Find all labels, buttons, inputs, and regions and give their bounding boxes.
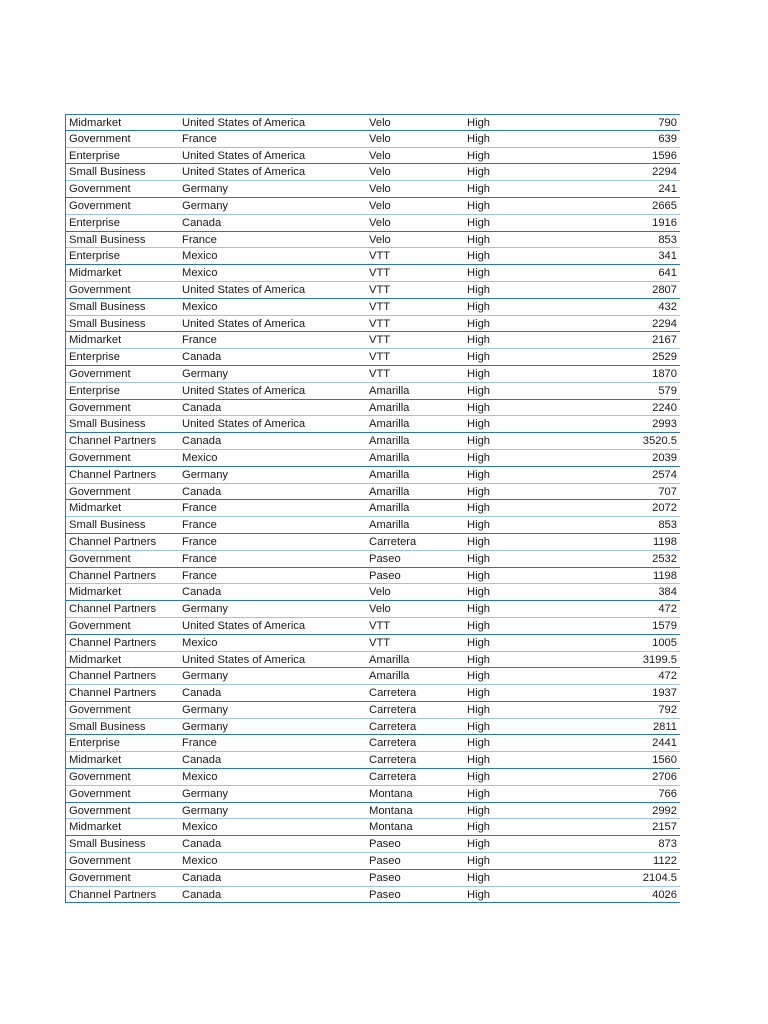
units-cell: 4026 bbox=[652, 888, 677, 901]
segment-cell: Government bbox=[69, 283, 131, 296]
country-cell: United States of America bbox=[182, 117, 306, 129]
discount-band-cell: High bbox=[467, 149, 491, 162]
product-cell: Velo bbox=[369, 586, 391, 599]
discount-band-cell: High bbox=[467, 216, 491, 229]
table-row bbox=[66, 618, 680, 635]
segment-cell: Government bbox=[69, 199, 131, 212]
segment-cell: Channel Partners bbox=[69, 670, 157, 683]
units-cell: 1870 bbox=[652, 367, 677, 380]
country-cell: United States of America bbox=[182, 149, 306, 162]
table-row bbox=[66, 584, 680, 601]
product-cell: Velo bbox=[369, 199, 391, 212]
country-cell: Canada bbox=[182, 435, 222, 448]
product-cell: VTT bbox=[369, 283, 391, 296]
segment-cell: Midmarket bbox=[69, 117, 122, 129]
country-cell: United States of America bbox=[182, 166, 306, 179]
segment-cell: Channel Partners bbox=[69, 687, 157, 700]
product-cell: Paseo bbox=[369, 552, 401, 565]
discount-band-cell: High bbox=[467, 317, 491, 330]
segment-cell: Government bbox=[69, 703, 131, 716]
units-cell: 707 bbox=[658, 485, 677, 498]
table-row bbox=[66, 383, 680, 400]
product-cell: Carretera bbox=[369, 737, 417, 750]
units-cell: 472 bbox=[658, 603, 677, 616]
discount-band-cell: High bbox=[467, 787, 491, 800]
discount-band-cell: High bbox=[467, 199, 491, 212]
product-cell: VTT bbox=[369, 317, 391, 330]
country-cell: Canada bbox=[182, 687, 222, 700]
country-cell: Germany bbox=[182, 199, 229, 212]
discount-band-cell: High bbox=[467, 569, 491, 582]
country-cell: France bbox=[182, 502, 217, 515]
segment-cell: Enterprise bbox=[69, 250, 120, 263]
country-cell: Canada bbox=[182, 351, 222, 364]
product-cell: Amarilla bbox=[369, 451, 410, 464]
table-row bbox=[66, 668, 680, 685]
segment-cell: Enterprise bbox=[69, 149, 120, 162]
segment-cell: Enterprise bbox=[69, 384, 120, 397]
units-cell: 2240 bbox=[652, 401, 677, 414]
product-cell: Carretera bbox=[369, 771, 417, 784]
units-cell: 2811 bbox=[652, 720, 677, 733]
country-cell: United States of America bbox=[182, 653, 306, 666]
country-cell: France bbox=[182, 334, 217, 347]
country-cell: France bbox=[182, 569, 217, 582]
country-cell: Germany bbox=[182, 670, 229, 683]
table-row bbox=[66, 400, 680, 417]
discount-band-cell: High bbox=[467, 300, 491, 313]
units-cell: 2167 bbox=[652, 334, 677, 347]
table-row bbox=[66, 635, 680, 652]
table-row bbox=[66, 853, 680, 870]
product-cell: Paseo bbox=[369, 838, 401, 851]
table-row bbox=[66, 366, 680, 383]
product-cell: Amarilla bbox=[369, 519, 410, 532]
discount-band-cell: High bbox=[467, 451, 491, 464]
segment-cell: Government bbox=[69, 855, 131, 868]
table-row bbox=[66, 652, 680, 669]
country-cell: United States of America bbox=[182, 317, 306, 330]
product-cell: Carretera bbox=[369, 720, 417, 733]
table-row bbox=[66, 551, 680, 568]
country-cell: Mexico bbox=[182, 267, 218, 280]
discount-band-cell: High bbox=[467, 334, 491, 347]
product-cell: Montana bbox=[369, 787, 413, 800]
discount-band-cell: High bbox=[467, 821, 491, 834]
product-cell: Velo bbox=[369, 233, 391, 246]
segment-cell: Midmarket bbox=[69, 267, 122, 280]
discount-band-cell: High bbox=[467, 132, 491, 145]
product-cell: Paseo bbox=[369, 855, 401, 868]
discount-band-cell: High bbox=[467, 670, 491, 683]
table-row bbox=[66, 164, 680, 181]
table-row bbox=[66, 248, 680, 265]
discount-band-cell: High bbox=[467, 720, 491, 733]
units-cell: 2441 bbox=[652, 737, 677, 750]
country-cell: France bbox=[182, 737, 217, 750]
segment-cell: Channel Partners bbox=[69, 603, 157, 616]
units-cell: 2294 bbox=[652, 166, 677, 179]
product-cell: Amarilla bbox=[369, 384, 410, 397]
product-cell: Carretera bbox=[369, 687, 417, 700]
table-row bbox=[66, 299, 680, 316]
units-cell: 472 bbox=[658, 670, 677, 683]
units-cell: 2574 bbox=[652, 468, 677, 481]
discount-band-cell: High bbox=[467, 687, 491, 700]
country-cell: Mexico bbox=[182, 451, 218, 464]
table-row bbox=[66, 752, 680, 769]
discount-band-cell: High bbox=[467, 586, 491, 599]
discount-band-cell: High bbox=[467, 888, 491, 901]
units-cell: 1579 bbox=[652, 619, 677, 632]
discount-band-cell: High bbox=[467, 485, 491, 498]
table-row bbox=[66, 349, 680, 366]
country-cell: United States of America bbox=[182, 619, 306, 632]
segment-cell: Government bbox=[69, 401, 131, 414]
country-cell: Germany bbox=[182, 804, 229, 817]
table-row bbox=[66, 232, 680, 249]
discount-band-cell: High bbox=[467, 855, 491, 868]
units-cell: 873 bbox=[658, 838, 677, 851]
discount-band-cell: High bbox=[467, 166, 491, 179]
discount-band-cell: High bbox=[467, 283, 491, 296]
product-cell: VTT bbox=[369, 267, 391, 280]
units-cell: 790 bbox=[658, 117, 677, 129]
units-cell: 3520.5 bbox=[642, 435, 677, 448]
country-cell: Canada bbox=[182, 401, 222, 414]
product-cell: Velo bbox=[369, 117, 391, 129]
product-cell: Amarilla bbox=[369, 485, 410, 498]
segment-cell: Government bbox=[69, 871, 131, 884]
segment-cell: Midmarket bbox=[69, 653, 122, 666]
country-cell: Canada bbox=[182, 485, 222, 498]
country-cell: France bbox=[182, 519, 217, 532]
product-cell: Amarilla bbox=[369, 653, 410, 666]
country-cell: Germany bbox=[182, 787, 229, 800]
discount-band-cell: High bbox=[467, 267, 491, 280]
table-row bbox=[66, 433, 680, 450]
table-row bbox=[66, 836, 680, 853]
country-cell: Germany bbox=[182, 468, 229, 481]
data-table bbox=[65, 114, 680, 903]
units-cell: 1937 bbox=[652, 687, 677, 700]
product-cell: Velo bbox=[369, 149, 391, 162]
discount-band-cell: High bbox=[467, 233, 491, 246]
table-row bbox=[66, 148, 680, 165]
discount-band-cell: High bbox=[467, 418, 491, 431]
discount-band-cell: High bbox=[467, 871, 491, 884]
table-row bbox=[66, 114, 680, 131]
segment-cell: Government bbox=[69, 771, 131, 784]
discount-band-cell: High bbox=[467, 804, 491, 817]
segment-cell: Small Business bbox=[69, 418, 146, 431]
country-cell: Germany bbox=[182, 703, 229, 716]
country-cell: Germany bbox=[182, 720, 229, 733]
product-cell: Paseo bbox=[369, 569, 401, 582]
table-row bbox=[66, 198, 680, 215]
table-row bbox=[66, 500, 680, 517]
units-cell: 1198 bbox=[652, 535, 677, 548]
units-cell: 1122 bbox=[652, 855, 677, 868]
product-cell: Amarilla bbox=[369, 502, 410, 515]
units-cell: 579 bbox=[658, 384, 677, 397]
segment-cell: Midmarket bbox=[69, 754, 122, 767]
discount-band-cell: High bbox=[467, 754, 491, 767]
product-cell: VTT bbox=[369, 636, 391, 649]
product-cell: VTT bbox=[369, 300, 391, 313]
units-cell: 2104.5 bbox=[642, 871, 677, 884]
discount-band-cell: High bbox=[467, 435, 491, 448]
table-row bbox=[66, 467, 680, 484]
discount-band-cell: High bbox=[467, 351, 491, 364]
country-cell: United States of America bbox=[182, 283, 306, 296]
table-row bbox=[66, 332, 680, 349]
product-cell: VTT bbox=[369, 619, 391, 632]
table-row bbox=[66, 803, 680, 820]
units-cell: 1596 bbox=[652, 149, 677, 162]
country-cell: France bbox=[182, 233, 217, 246]
segment-cell: Enterprise bbox=[69, 216, 120, 229]
discount-band-cell: High bbox=[467, 468, 491, 481]
table-row bbox=[66, 416, 680, 433]
product-cell: Velo bbox=[369, 183, 391, 196]
segment-cell: Small Business bbox=[69, 300, 146, 313]
table-row bbox=[66, 265, 680, 282]
segment-cell: Government bbox=[69, 451, 131, 464]
table-row bbox=[66, 719, 680, 736]
segment-cell: Channel Partners bbox=[69, 569, 157, 582]
segment-cell: Channel Partners bbox=[69, 636, 157, 649]
product-cell: Paseo bbox=[369, 871, 401, 884]
product-cell: Velo bbox=[369, 166, 391, 179]
units-cell: 2072 bbox=[652, 502, 677, 515]
table-row bbox=[66, 601, 680, 618]
segment-cell: Small Business bbox=[69, 166, 146, 179]
units-cell: 766 bbox=[658, 787, 677, 800]
units-cell: 384 bbox=[658, 586, 677, 599]
segment-cell: Channel Partners bbox=[69, 535, 157, 548]
table-row bbox=[66, 316, 680, 333]
country-cell: Mexico bbox=[182, 300, 218, 313]
units-cell: 3199.5 bbox=[642, 653, 677, 666]
units-cell: 2157 bbox=[652, 821, 677, 834]
country-cell: Germany bbox=[182, 603, 229, 616]
units-cell: 792 bbox=[658, 703, 677, 716]
country-cell: Mexico bbox=[182, 821, 218, 834]
table-row bbox=[66, 702, 680, 719]
country-cell: France bbox=[182, 552, 217, 565]
table-row bbox=[66, 685, 680, 702]
discount-band-cell: High bbox=[467, 250, 491, 263]
discount-band-cell: High bbox=[467, 367, 491, 380]
country-cell: Mexico bbox=[182, 771, 218, 784]
segment-cell: Small Business bbox=[69, 519, 146, 532]
units-cell: 2039 bbox=[652, 451, 677, 464]
units-cell: 1198 bbox=[652, 569, 677, 582]
units-cell: 641 bbox=[658, 267, 677, 280]
table-row bbox=[66, 534, 680, 551]
country-cell: Mexico bbox=[182, 855, 218, 868]
units-cell: 2665 bbox=[652, 199, 677, 212]
country-cell: France bbox=[182, 132, 217, 145]
discount-band-cell: High bbox=[467, 401, 491, 414]
product-cell: Velo bbox=[369, 603, 391, 616]
product-cell: Amarilla bbox=[369, 670, 410, 683]
segment-cell: Government bbox=[69, 132, 131, 145]
table-row bbox=[66, 769, 680, 786]
discount-band-cell: High bbox=[467, 838, 491, 851]
segment-cell: Government bbox=[69, 619, 131, 632]
units-cell: 341 bbox=[658, 250, 677, 263]
product-cell: VTT bbox=[369, 334, 391, 347]
segment-cell: Government bbox=[69, 804, 131, 817]
segment-cell: Government bbox=[69, 183, 131, 196]
table-row bbox=[66, 282, 680, 299]
country-cell: Canada bbox=[182, 888, 222, 901]
units-cell: 853 bbox=[658, 233, 677, 246]
units-cell: 2294 bbox=[652, 317, 677, 330]
units-cell: 2807 bbox=[652, 283, 677, 296]
product-cell: VTT bbox=[369, 351, 391, 364]
product-cell: Carretera bbox=[369, 703, 417, 716]
units-cell: 241 bbox=[658, 183, 677, 196]
segment-cell: Midmarket bbox=[69, 502, 122, 515]
table-row bbox=[66, 450, 680, 467]
discount-band-cell: High bbox=[467, 535, 491, 548]
segment-cell: Midmarket bbox=[69, 821, 122, 834]
country-cell: Mexico bbox=[182, 636, 218, 649]
segment-cell: Channel Partners bbox=[69, 468, 157, 481]
discount-band-cell: High bbox=[467, 703, 491, 716]
segment-cell: Government bbox=[69, 367, 131, 380]
product-cell: Amarilla bbox=[369, 468, 410, 481]
table-row bbox=[66, 484, 680, 501]
segment-cell: Channel Partners bbox=[69, 435, 157, 448]
units-cell: 2706 bbox=[652, 771, 677, 784]
product-cell: Amarilla bbox=[369, 418, 410, 431]
country-cell: Canada bbox=[182, 754, 222, 767]
units-cell: 639 bbox=[658, 132, 677, 145]
units-cell: 2532 bbox=[652, 552, 677, 565]
table-row bbox=[66, 870, 680, 887]
segment-cell: Small Business bbox=[69, 838, 146, 851]
discount-band-cell: High bbox=[467, 771, 491, 784]
country-cell: Canada bbox=[182, 586, 222, 599]
units-cell: 1005 bbox=[652, 636, 677, 649]
discount-band-cell: High bbox=[467, 502, 491, 515]
product-cell: VTT bbox=[369, 367, 391, 380]
units-cell: 1916 bbox=[652, 216, 677, 229]
product-cell: Montana bbox=[369, 821, 413, 834]
table-row bbox=[66, 131, 680, 148]
product-cell: Carretera bbox=[369, 535, 417, 548]
country-cell: France bbox=[182, 535, 217, 548]
segment-cell: Midmarket bbox=[69, 586, 122, 599]
segment-cell: Small Business bbox=[69, 720, 146, 733]
table-row bbox=[66, 887, 680, 904]
product-cell: Paseo bbox=[369, 888, 401, 901]
table-row bbox=[66, 215, 680, 232]
country-cell: Germany bbox=[182, 367, 229, 380]
segment-cell: Government bbox=[69, 787, 131, 800]
product-cell: Velo bbox=[369, 132, 391, 145]
discount-band-cell: High bbox=[467, 603, 491, 616]
country-cell: United States of America bbox=[182, 418, 306, 431]
country-cell: Germany bbox=[182, 183, 229, 196]
product-cell: Amarilla bbox=[369, 435, 410, 448]
discount-band-cell: High bbox=[467, 519, 491, 532]
table-row bbox=[66, 786, 680, 803]
discount-band-cell: High bbox=[467, 636, 491, 649]
segment-cell: Enterprise bbox=[69, 737, 120, 750]
discount-band-cell: High bbox=[467, 619, 491, 632]
table-row bbox=[66, 819, 680, 836]
discount-band-cell: High bbox=[467, 653, 491, 666]
segment-cell: Enterprise bbox=[69, 351, 120, 364]
discount-band-cell: High bbox=[467, 552, 491, 565]
table-row bbox=[66, 181, 680, 198]
units-cell: 432 bbox=[658, 300, 677, 313]
product-cell: Amarilla bbox=[369, 401, 410, 414]
segment-cell: Midmarket bbox=[69, 334, 122, 347]
segment-cell: Government bbox=[69, 485, 131, 498]
table-row bbox=[66, 517, 680, 534]
country-cell: Canada bbox=[182, 216, 222, 229]
country-cell: Canada bbox=[182, 871, 222, 884]
discount-band-cell: High bbox=[467, 384, 491, 397]
country-cell: Canada bbox=[182, 838, 222, 851]
discount-band-cell: High bbox=[467, 737, 491, 750]
segment-cell: Small Business bbox=[69, 317, 146, 330]
country-cell: United States of America bbox=[182, 384, 306, 397]
country-cell: Mexico bbox=[182, 250, 218, 263]
units-cell: 2529 bbox=[652, 351, 677, 364]
discount-band-cell: High bbox=[467, 183, 491, 196]
segment-cell: Small Business bbox=[69, 233, 146, 246]
segment-cell: Channel Partners bbox=[69, 888, 157, 901]
product-cell: Montana bbox=[369, 804, 413, 817]
units-cell: 2992 bbox=[652, 804, 677, 817]
units-cell: 1560 bbox=[652, 754, 677, 767]
product-cell: Carretera bbox=[369, 754, 417, 767]
discount-band-cell: High bbox=[467, 117, 491, 129]
units-cell: 2993 bbox=[652, 418, 677, 431]
table-row bbox=[66, 735, 680, 752]
segment-cell: Government bbox=[69, 552, 131, 565]
product-cell: VTT bbox=[369, 250, 391, 263]
product-cell: Velo bbox=[369, 216, 391, 229]
table-row bbox=[66, 568, 680, 585]
units-cell: 853 bbox=[658, 519, 677, 532]
